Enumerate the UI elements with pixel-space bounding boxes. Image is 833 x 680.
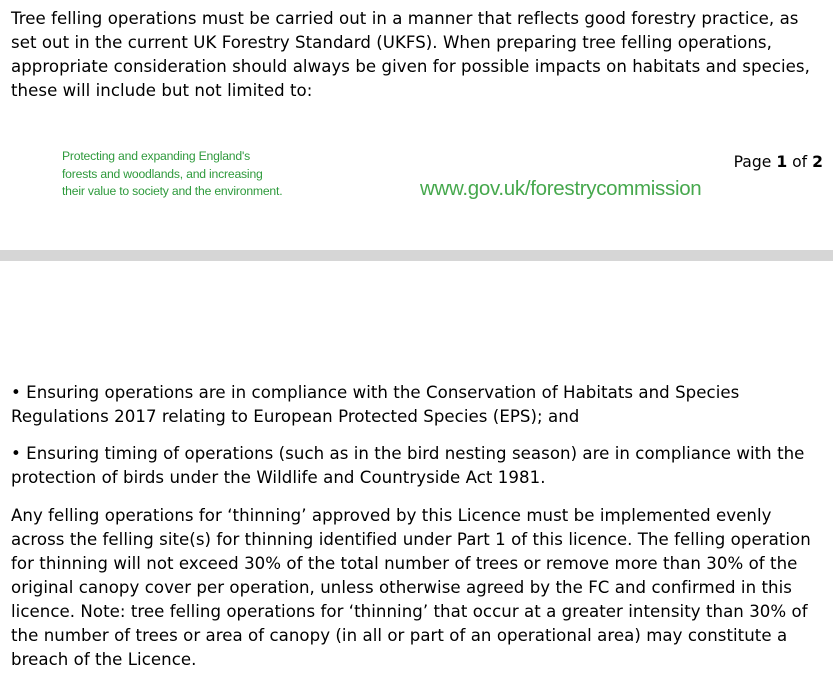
- document-page-1: [0, 0, 833, 250]
- bullet-item: • Ensuring operations are in compliance with the Conservation of Habitats and Species Regulations 2017 relating to European Protected Species (EPS); and: [11, 383, 740, 426]
- page-current: 1: [776, 153, 788, 171]
- footer-tagline-line: forests and woodlands, and increasing: [62, 166, 263, 181]
- footer-tagline: [62, 148, 362, 201]
- intro-paragraph: Tree felling operations must be carried out in a manner that reflects good forestry practice, as set out in the current UK Forestry Standard (UKFS). When preparing tree felling operations, appropriate consideration should always be given for possible impacts on habitats and species, these will include but not limited to:: [11, 9, 810, 100]
- page-number: [734, 152, 823, 172]
- page-separator: [0, 250, 833, 261]
- document-page-2: [0, 261, 833, 680]
- footer-url: www.gov.uk/forestrycommission: [420, 177, 702, 200]
- thinning-paragraph: Any felling operations for ‘thinning’ approved by this Licence must be implemented evenly across the felling site(s) for thinning identified under Part 1 of this licence. The felling operation for thinning will not exceed 30% of the total number of trees or remove more than 30% of the original canopy cover per operation, unless otherwise agreed by the FC and confirmed in this licence. Note: tree felling operations for ‘thinning’ that occur at a greater intensity than 30% of the number of trees or area of canopy (in all or part of an operational area) may constitute a breach of the Licence.: [11, 506, 811, 669]
- bullet-item: • Ensuring timing of operations (such as in the bird nesting season) are in compliance with the protection of birds under the Wildlife and Countryside Act 1981.: [11, 444, 805, 487]
- footer-tagline-line: Protecting and expanding England's: [62, 149, 250, 163]
- page-label: Page: [733, 153, 772, 171]
- page-of-label: of: [792, 153, 808, 171]
- page-total: 2: [812, 153, 823, 171]
- footer-tagline-line: their value to society and the environment.: [62, 184, 283, 198]
